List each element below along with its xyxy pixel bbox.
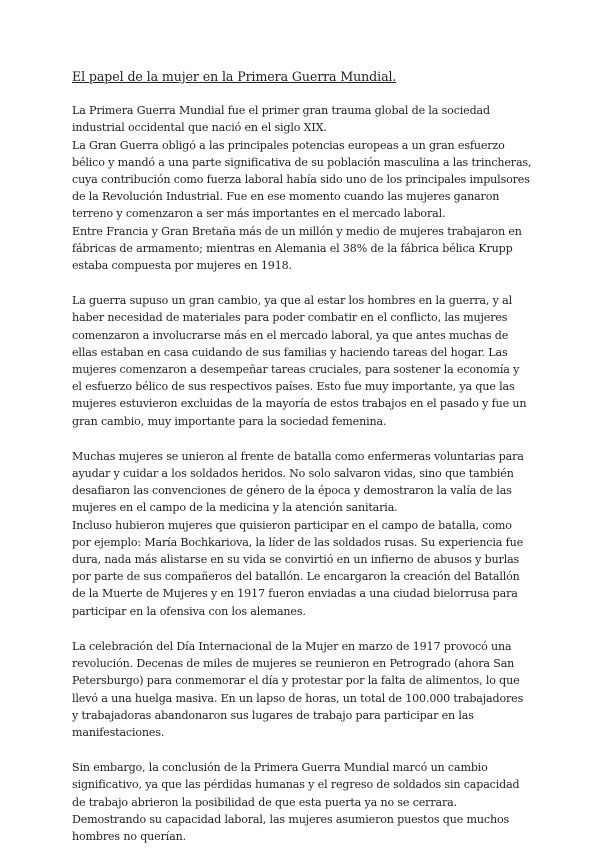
- paragraph-5-line-1: Sin embargo, la conclusión de la Primera Guerra Mundial marcó un cambio significativo, ya que las pérdidas humanas y el regreso de soldados sin capacidad de trabajo abrieron la posibilidad de que esta puerta ya no se cerrara. Demostrando su capacidad laboral, las mujeres asumieron puestos que muchos hombres no querían.: [72, 761, 520, 843]
- paragraph-1-line-2: La Gran Guerra obligó a las principales potencias europeas a un gran esfuerzo bélico y mandó a una parte significativa de su población masculina a las trincheras, cuya contribución como fuerza laboral había sido uno de los principales impulsores de la Revolución Industrial. Fue en ese momento cuando las mujeres ganaron terreno y comenzaron a ser más importantes en el mercado laboral.: [72, 138, 532, 221]
- paragraph-4-line-1: La celebración del Día Internacional de la Mujer en marzo de 1917 provocó una revolución. Decenas de miles de mujeres se reunieron en Petrogrado (ahora San Petersburgo) para conmemorar el día y protestar por la falta de alimentos, lo que llevó a una huelga masiva. En un lapso de horas, un total de 100.000 trabajadores y trabajadoras abandonaron sus lugares de trabajo para participar en las manifestaciones.: [72, 639, 524, 739]
- paragraph-2: [72, 292, 532, 430]
- paragraph-1-line-1: La Primera Guerra Mundial fue el primer gran trauma global de la sociedad industrial occidental que nació en el siglo XIX.: [72, 104, 490, 135]
- paragraph-3-line-2: Incluso hubieron mujeres que quisieron participar en el campo de batalla, como por ejemplo: María Bochkariova, la líder de las soldados rusas. Su experiencia fue dura, nada más alistarse en su vida se convirtió en un infierno de abusos y burlas por parte de sus compañeros del batallón. Le encargaron la creación del Batallón de la Muerte de Mujeres y en 1917 fueron enviadas a una ciudad bielorrusa para participar en la ofensiva con los alemanes.: [72, 518, 523, 618]
- paragraph-1-line-3: Entre Francia y Gran Bretaña más de un millón y medio de mujeres trabajaron en fábricas de armamento; mientras en Alemania el 38% de la fábrica bélica Krupp estaba compuesta por mujeres en 1918.: [72, 224, 522, 273]
- paragraph-4: [72, 638, 532, 741]
- paragraph-3-line-1: Muchas mujeres se unieron al frente de batalla como enfermeras voluntarias para ayudar y cuidar a los soldados heridos. No solo salvaron vidas, sino que también desafiaron las convenciones de género de la época y demostraron la valía de las mujeres en el campo de la medicina y la atención sanitaria.: [72, 449, 524, 515]
- document-title: El papel de la mujer en la Primera Guerra Mundial.: [72, 69, 397, 84]
- paragraph-3: [72, 448, 532, 620]
- paragraph-1: [72, 102, 532, 274]
- document-body: [72, 68, 532, 863]
- paragraph-5: [72, 759, 532, 845]
- paragraph-2-line-1: La guerra supuso un gran cambio, ya que al estar los hombres en la guerra, y al haber necesidad de materiales para poder combatir en el conflicto, las mujeres comenzaron a involucrarse más en el mercado laboral, ya que antes muchas de ellas estaban en casa cuidando de sus familias y haciendo tareas del hogar. Las mujeres comenzaron a desempeñar tareas cruciales, para sostener la economía y el esfuerzo bélico de sus respectivos países. Esto fue muy importante, ya que las mujeres estuvieron excluidas de la mayoría de estos trabajos en el pasado y fue un gran cambio, muy importante para la sociedad femenina.: [72, 294, 527, 428]
